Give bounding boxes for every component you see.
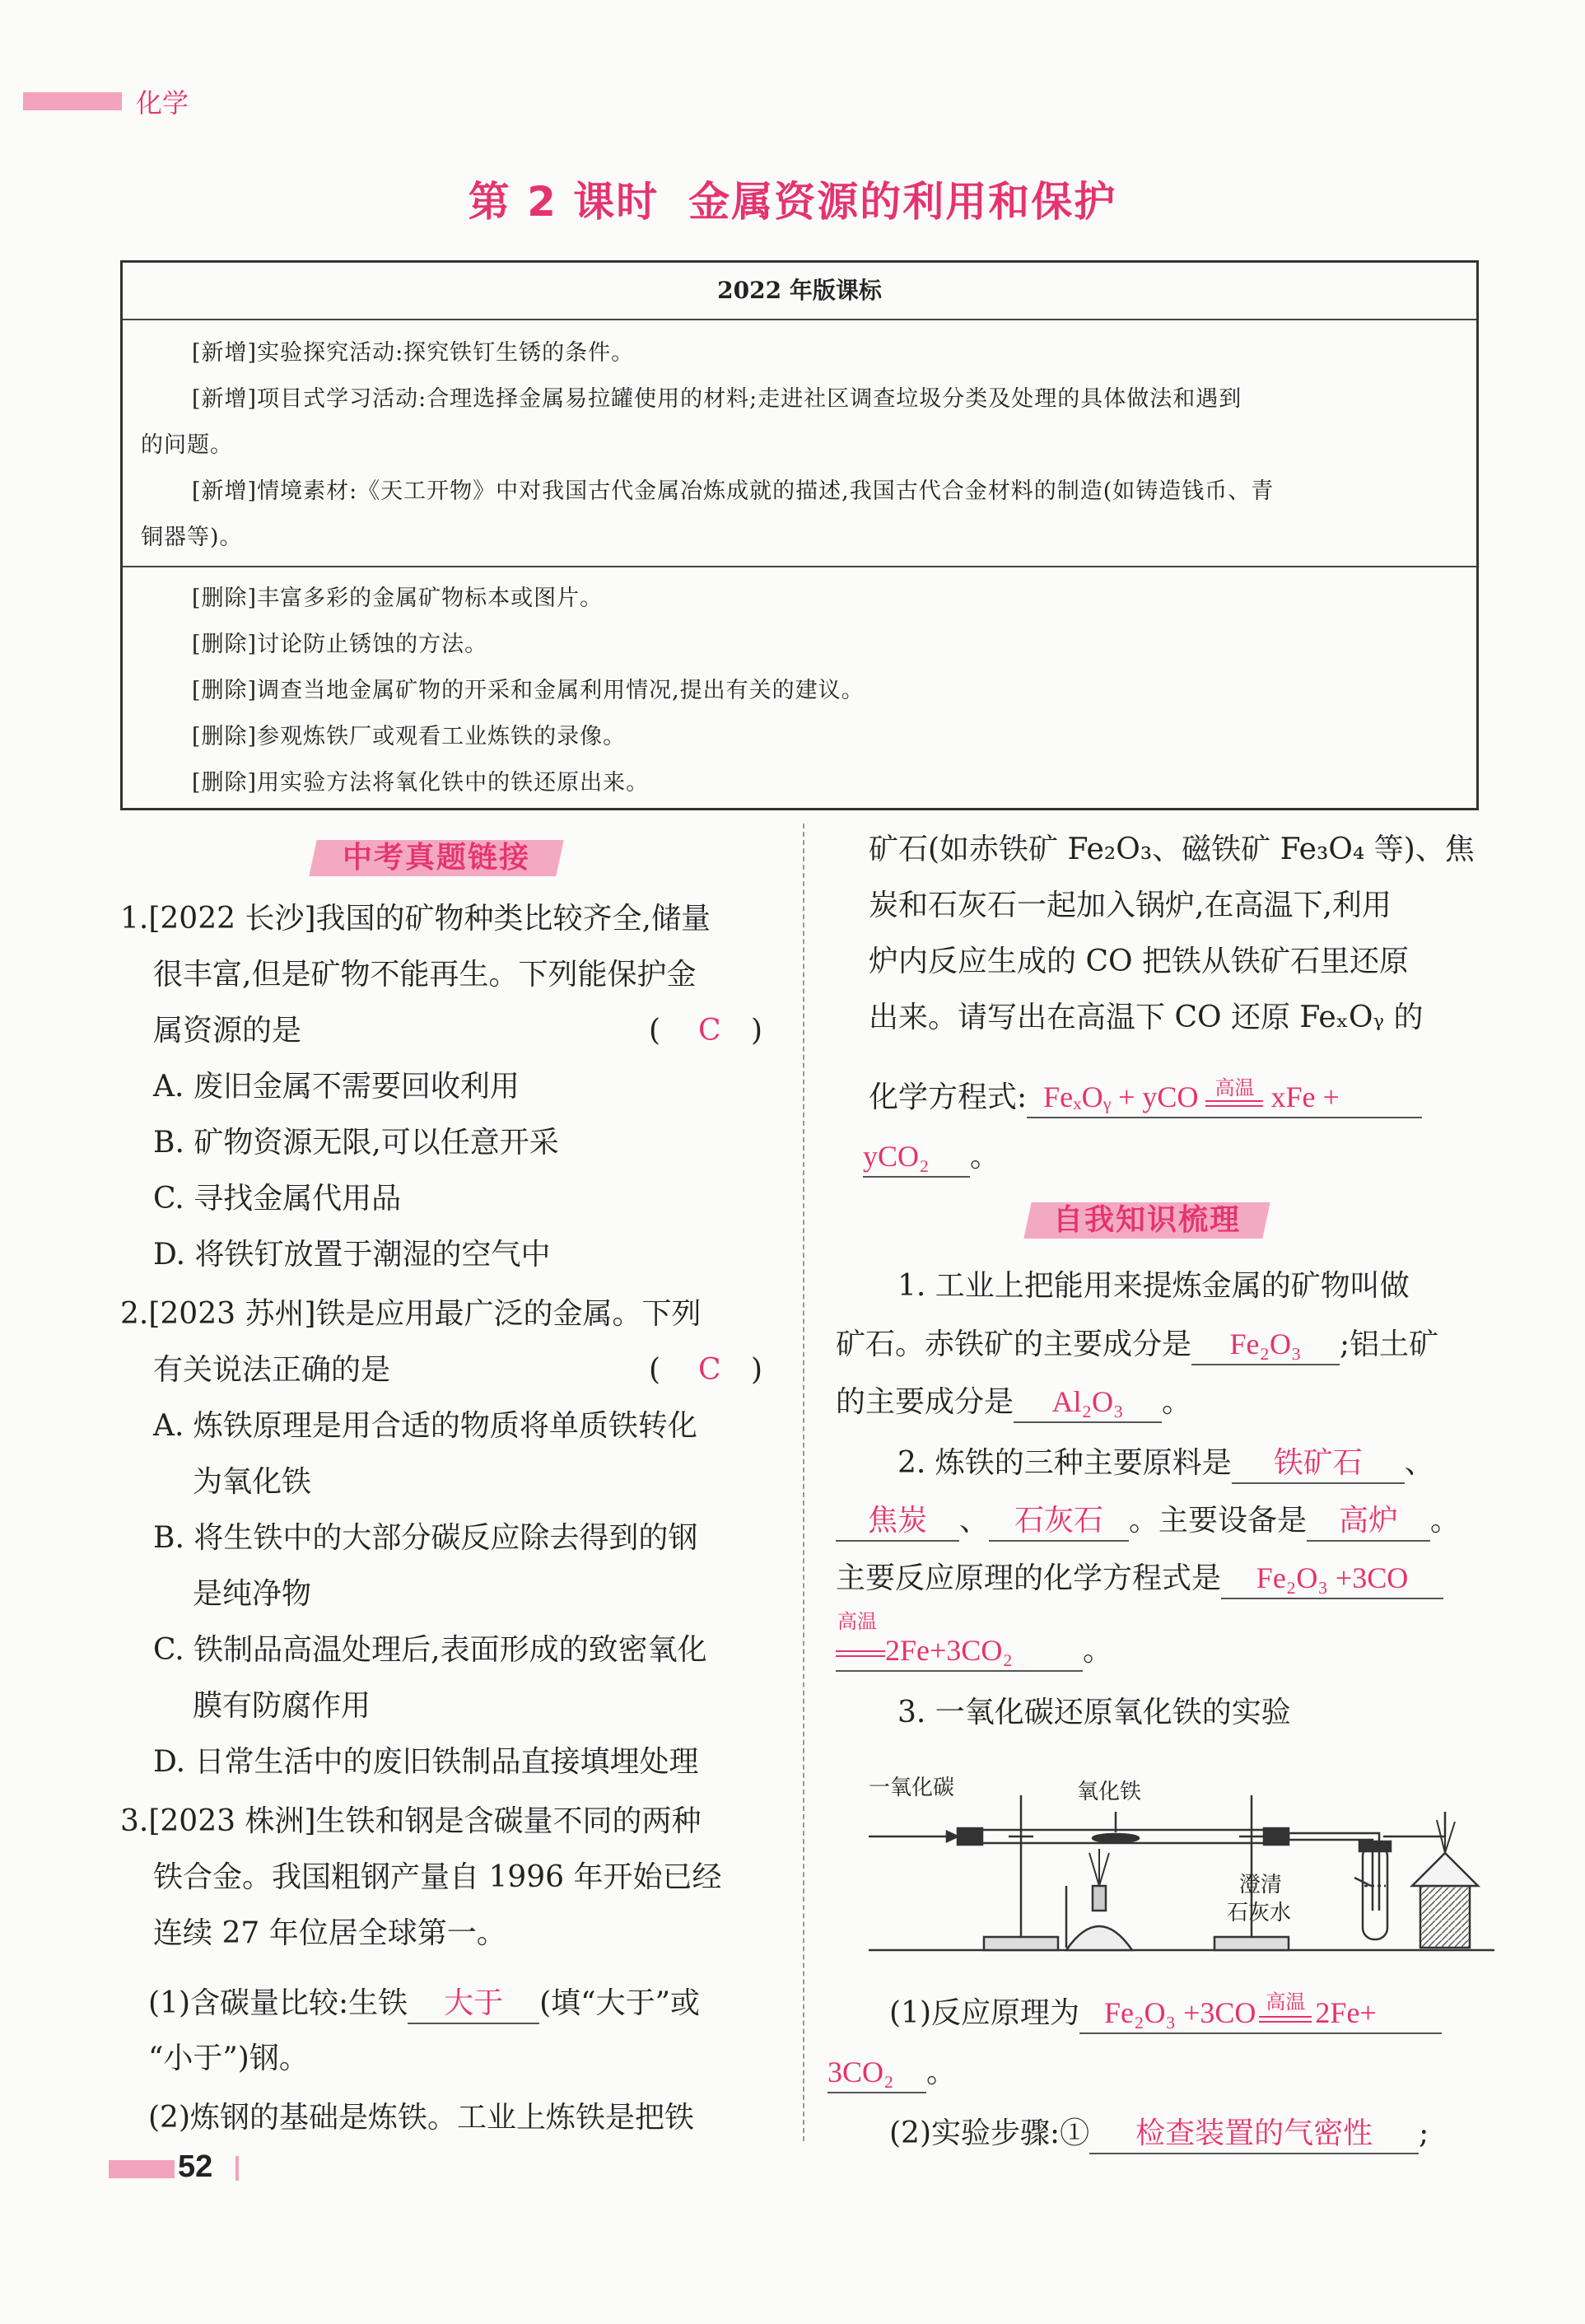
answer-blank: 铁矿石 — [1232, 1443, 1405, 1484]
eq-arrow — [1205, 1078, 1263, 1107]
column-divider — [803, 824, 804, 2141]
q3-line: 连续 27 年位居全球第一。 — [153, 1916, 506, 1950]
added-item: [新增]实验探究活动:探究铁钉生锈的条件。 — [192, 340, 635, 366]
q3-cont-line: 炉内反应生成的 CO 把铁从铁矿石里还原 — [869, 945, 1409, 978]
eq-products: xFe + — [1270, 1080, 1340, 1113]
q2-option-cont: 是纯净物 — [193, 1577, 312, 1611]
q3-part1-suffix: (填“大于”或 — [539, 1986, 700, 2020]
review-line — [836, 1324, 1438, 1365]
eq-products: 2Fe+ — [1315, 1996, 1377, 2029]
eq-arrow — [836, 1650, 885, 1657]
lesson-number: 第 2 课时 — [468, 178, 660, 226]
review-text: 。 — [926, 2056, 957, 2089]
q2-option: C. 铁制品高温处理后,表面形成的致密氧化 — [153, 1633, 707, 1667]
answer-blank: Fe₂O₃ — [1191, 1324, 1340, 1365]
q3-equation-prefix: 化学方程式: — [869, 1080, 1028, 1114]
section-banner-exam — [313, 835, 560, 881]
co-reduction-apparatus-diagram — [869, 1762, 1494, 1960]
q3-equation-answer — [1027, 1077, 1422, 1118]
review-text: ;铝土矿 — [1340, 1328, 1439, 1361]
subject-label: 化学 — [136, 87, 189, 119]
review-text: 。 — [1162, 1385, 1192, 1419]
q3-equation-answer-cont: yCO₂ — [863, 1136, 970, 1178]
added-item-cont: 铜器等)。 — [141, 525, 243, 550]
review-text: 主要反应原理的化学方程式是 — [836, 1561, 1222, 1595]
page-number: 52 — [178, 2149, 213, 2184]
answer-blank: 高炉 — [1307, 1500, 1430, 1542]
review-line — [827, 2052, 956, 2093]
curriculum-box — [120, 260, 1479, 810]
review-line — [889, 1993, 1442, 2034]
diagram-label-limewater: 石灰水 — [1227, 1901, 1292, 1925]
q3-line: 3.[2023 株洲]生铁和钢是含碳量不同的两种 — [120, 1804, 702, 1838]
answer-blank: Fe₂O₃ +3CO — [1221, 1558, 1443, 1599]
q2-line: 2.[2023 苏州]铁是应用最广泛的金属。下列 — [120, 1297, 702, 1331]
deleted-item: [删除]丰富多彩的金属矿物标本或图片。 — [192, 586, 604, 611]
review-text: (1)反应原理为 — [889, 1996, 1079, 2030]
q1-option: B. 矿物资源无限,可以任意开采 — [153, 1126, 559, 1160]
q1-line: 1.[2022 长沙]我国的矿物种类比较齐全,储量 — [120, 902, 711, 936]
q1-paren-open: ( — [649, 1014, 661, 1048]
q1-option: D. 将铁钉放置于潮湿的空气中 — [153, 1238, 551, 1272]
q3-cont-line: 出来。请写出在高温下 CO 还原 FeₓOᵧ 的 — [869, 1001, 1424, 1034]
deleted-item: [删除]调查当地金属矿物的开采和金属利用情况,提出有关的建议。 — [192, 678, 865, 703]
q1-option: A. 废旧金属不需要回收利用 — [153, 1070, 520, 1104]
q3-cont-line: 矿石(如赤铁矿 Fe₂O₃、磁铁矿 Fe₃O₄ 等)、焦 — [869, 833, 1475, 866]
answer-blank: 石灰石 — [989, 1500, 1129, 1542]
added-item-cont: 的问题。 — [141, 432, 233, 458]
q3-part1-answer: 大于 — [408, 1983, 539, 2024]
q2-answer: C — [698, 1353, 721, 1387]
eq-arrow — [1259, 1992, 1312, 2023]
q2-option-cont: 膜有防腐作用 — [193, 1689, 371, 1723]
q3-part1 — [148, 1983, 700, 2024]
answer-blank: 焦炭 — [836, 1500, 959, 1542]
q1-line: 很丰富,但是矿物不能再生。下列能保护金 — [153, 958, 697, 992]
eq-products: 2Fe+3CO₂ — [885, 1634, 1013, 1667]
added-item: [新增]项目式学习活动:合理选择金属易拉罐使用的材料;走进社区调查垃圾分类及处理的具体做法和遇到 — [192, 386, 1242, 412]
q1-answer: C — [698, 1014, 721, 1048]
q1-paren-close: ) — [751, 1014, 763, 1048]
answer-blank: 3CO₂ — [827, 2052, 926, 2093]
section-banner-review — [1028, 1197, 1266, 1244]
section-title: 自我知识梳理 — [1052, 1203, 1241, 1237]
q3-equation-cont — [863, 1136, 1000, 1178]
q2-option: A. 炼铁原理是用合适的物质将单质铁转化 — [153, 1409, 697, 1443]
review-text: ; — [1419, 2116, 1429, 2150]
q3-cont-line: 炭和石灰石一起加入锅炉,在高温下,利用 — [869, 889, 1392, 922]
review-line — [889, 2113, 1429, 2154]
deleted-item: [删除]讨论防止锈蚀的方法。 — [192, 632, 488, 657]
eq-reactants: Fe₂O₃ +3CO — [1104, 1996, 1256, 2029]
diagram-label-co: 一氧化碳 — [869, 1776, 955, 1800]
q3-part2: (2)炼钢的基础是炼铁。工业上炼铁是把铁 — [148, 2101, 694, 2135]
q2-option: D. 日常生活中的废旧铁制品直接填埋处理 — [153, 1745, 699, 1779]
q3-equation — [869, 1077, 1422, 1118]
footer-tick — [235, 2156, 239, 2181]
review-line: 1. 工业上把能用来提炼金属的矿物叫做 — [897, 1269, 1410, 1303]
added-item: [新增]情境素材:《天工开物》中对我国古代金属冶炼成就的描述,我国古代合金材料的制造(如铸造钱币、青 — [192, 478, 1275, 504]
q2-option: B. 将生铁中的大部分碳反应除去得到的钢 — [153, 1521, 698, 1555]
q1-option: C. 寻找金属代用品 — [153, 1182, 402, 1216]
section-title: 中考真题链接 — [342, 841, 530, 875]
review-text: 矿石。赤铁矿的主要成分是 — [836, 1328, 1192, 1361]
eq-condition: 高温 — [1214, 1078, 1255, 1099]
answer-blank — [1079, 1993, 1442, 2034]
q2-line: 有关说法正确的是 — [153, 1353, 391, 1387]
answer-blank: 检查装置的气密性 — [1089, 2113, 1419, 2154]
lesson-title — [0, 169, 1585, 228]
review-text: 、 — [959, 1504, 990, 1538]
q3-part1-prefix: (1)含碳量比较:生铁 — [148, 1986, 408, 2020]
diagram-label-limewater: 澄清 — [1239, 1873, 1283, 1897]
lesson-topic: 金属资源的利用和保护 — [688, 178, 1117, 226]
deleted-item: [删除]用实验方法将氧化铁中的铁还原出来。 — [192, 770, 650, 796]
header-bar — [23, 92, 122, 110]
review-line — [836, 1382, 1191, 1423]
answer-blank: Al₂O₃ — [1014, 1382, 1162, 1423]
q3-line: 铁合金。我国粗钢产量自 1996 年开始已经 — [153, 1860, 722, 1894]
curriculum-heading: 2022 年版课标 — [123, 263, 1476, 320]
review-text: 的主要成分是 — [836, 1385, 1014, 1419]
review-line — [836, 1558, 1443, 1599]
review-text: 2. 炼铁的三种主要原料是 — [897, 1446, 1232, 1480]
review-text: 。 — [1083, 1634, 1113, 1668]
eq-condition: 高温 — [837, 1612, 877, 1633]
review-text: (2)实验步骤:① — [889, 2116, 1090, 2150]
deleted-item: [删除]参观炼铁厂或观看工业炼铁的录像。 — [192, 724, 627, 749]
q3-part1-cont: “小于”)钢。 — [148, 2042, 309, 2075]
eq-condition: 高温 — [1266, 1992, 1306, 2014]
q2-paren-open: ( — [649, 1353, 661, 1387]
review-text: 。主要设备是 — [1129, 1504, 1308, 1538]
diagram-label-fe2o3: 氧化铁 — [1077, 1780, 1142, 1804]
curriculum-added — [123, 319, 1476, 567]
eq-reactants: FeₓOᵧ + yCO — [1043, 1080, 1199, 1113]
review-line: 3. 一氧化碳还原氧化铁的实验 — [897, 1696, 1291, 1729]
q3-equation-end: 。 — [970, 1140, 1000, 1174]
q2-paren-close: ) — [751, 1353, 763, 1387]
review-text: 。 — [1430, 1504, 1461, 1538]
q1-line: 属资源的是 — [153, 1014, 302, 1048]
review-line — [836, 1500, 1460, 1542]
footer-bar — [109, 2160, 175, 2178]
review-line — [897, 1443, 1434, 1484]
q2-option-cont: 为氧化铁 — [193, 1465, 312, 1499]
review-line — [836, 1612, 1113, 1672]
answer-blank — [836, 1612, 1083, 1672]
review-text: 、 — [1404, 1446, 1434, 1480]
